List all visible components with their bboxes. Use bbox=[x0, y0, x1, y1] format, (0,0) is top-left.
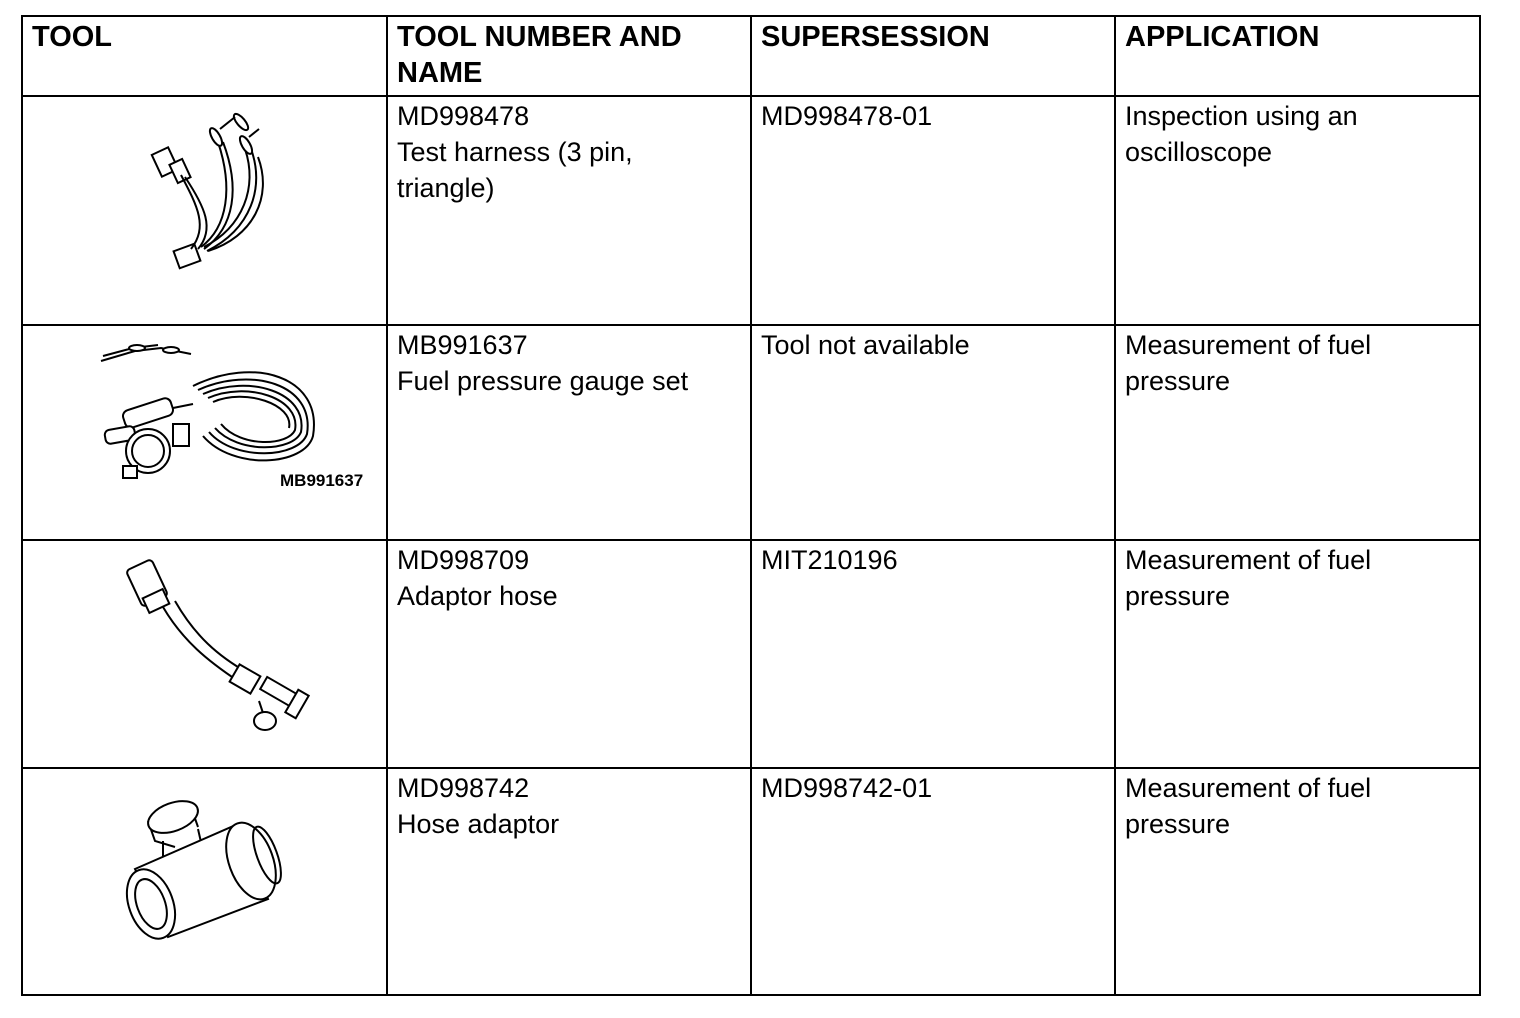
tool-number: MD998478 bbox=[397, 101, 530, 131]
tool-image-cell bbox=[22, 540, 387, 768]
tool-number-and-name-cell bbox=[387, 96, 751, 325]
application-cell: Measurement of fuel pressure bbox=[1115, 325, 1480, 540]
supersession-cell: Tool not available bbox=[751, 325, 1115, 540]
tool-number-and-name-cell bbox=[387, 325, 751, 540]
tool-name: Adaptor hose bbox=[397, 581, 558, 611]
tool-image-cell bbox=[22, 96, 387, 325]
application-cell: Inspection using an oscilloscope bbox=[1115, 96, 1480, 325]
header-tool: TOOL bbox=[22, 16, 387, 96]
tool-image-cell bbox=[22, 768, 387, 995]
supersession-cell: MIT210196 bbox=[751, 540, 1115, 768]
special-tools-table bbox=[21, 15, 1481, 996]
supersession-cell: MD998478-01 bbox=[751, 96, 1115, 325]
tool-number: MB991637 bbox=[397, 330, 528, 360]
tool-number-and-name-cell bbox=[387, 540, 751, 768]
tool-name: Fuel pressure gauge set bbox=[397, 366, 689, 396]
table-header-row bbox=[22, 16, 1480, 96]
header-supersession: SUPERSESSION bbox=[751, 16, 1115, 96]
table-row bbox=[22, 540, 1480, 768]
test-harness-illustration bbox=[23, 97, 386, 324]
tool-name: Hose adaptor bbox=[397, 809, 560, 839]
tool-number-and-name-cell bbox=[387, 768, 751, 995]
table-row bbox=[22, 325, 1480, 540]
tool-image-label: MB991637 bbox=[280, 471, 364, 490]
application-cell: Measurement of fuel pressure bbox=[1115, 768, 1480, 995]
table-row bbox=[22, 96, 1480, 325]
tool-image-cell bbox=[22, 325, 387, 540]
hose-adaptor-illustration bbox=[23, 769, 386, 994]
supersession-cell: MD998742-01 bbox=[751, 768, 1115, 995]
tool-number: MD998742 bbox=[397, 773, 530, 803]
adaptor-hose-illustration bbox=[23, 541, 386, 767]
tool-number: MD998709 bbox=[397, 545, 530, 575]
header-tool-number-and-name: TOOL NUMBER AND NAME bbox=[387, 16, 751, 96]
tool-name: Test harness (3 pin, triangle) bbox=[397, 137, 633, 203]
fuel-pressure-gauge-illustration bbox=[23, 326, 386, 539]
header-application: APPLICATION bbox=[1115, 16, 1480, 96]
application-cell: Measurement of fuel pressure bbox=[1115, 540, 1480, 768]
table-row bbox=[22, 768, 1480, 995]
